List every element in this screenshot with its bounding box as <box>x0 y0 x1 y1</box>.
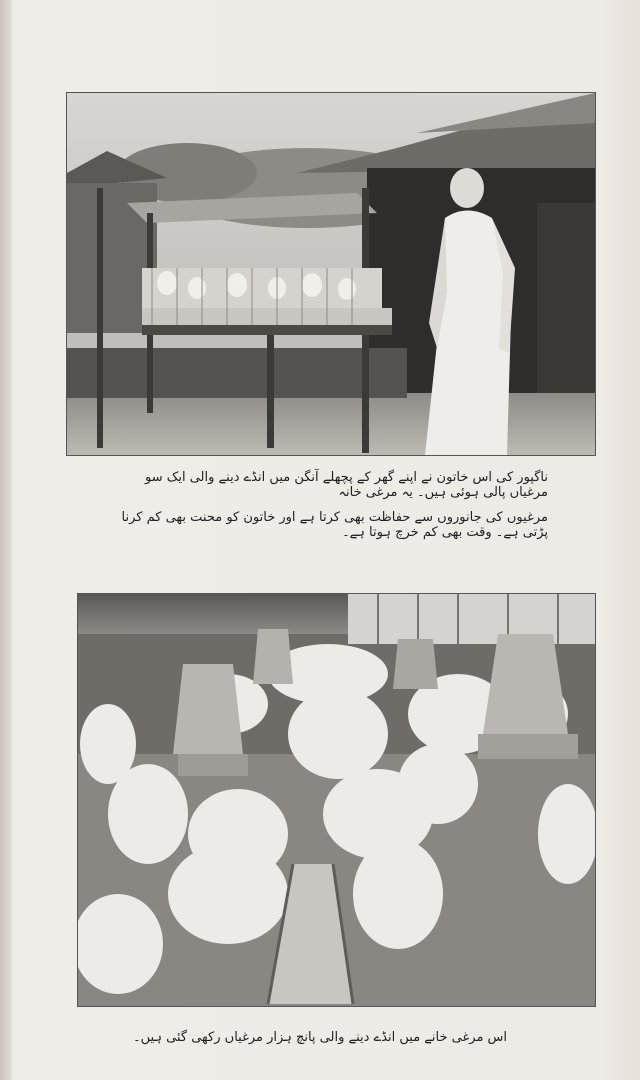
page-binding-edge <box>0 0 12 1080</box>
photo-woman-with-poultry-cage <box>66 92 596 456</box>
photo-woman-with-poultry-cage-image <box>67 93 595 455</box>
photo-poultry-house-hens <box>77 593 596 1007</box>
bottom-photo-caption: اس مرغی خانے میں انڈے دینے والی پانچ ہزار مرغیاں رکھی گئی ہیں۔ <box>132 1030 508 1045</box>
top-photo-caption-line-1: ناگپور کی اس خاتون نے اپنے گھر کے پچھلے آنگن میں انڈے دینے والی ایک سو مرغیاں پالی ہوئی ہیں۔ یہ مرغی خانہ <box>144 470 548 500</box>
photo-poultry-house-hens-image <box>78 594 595 1006</box>
top-photo-caption-line-2: مرغیوں کی جانوروں سے حفاظت بھی کرتا ہے اور خاتون کو محنت بھی کم کرنا پڑتی ہے۔ وقت بھی کم خرچ ہوتا ہے۔ <box>121 510 548 540</box>
